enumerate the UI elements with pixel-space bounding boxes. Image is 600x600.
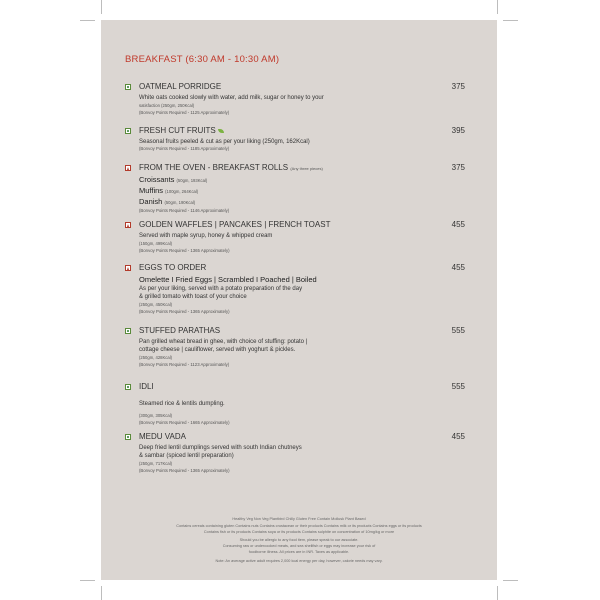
crop-mark: [503, 580, 518, 581]
item-price: 375: [451, 82, 465, 91]
item-description: (250gm, 450Kcal): [139, 302, 173, 307]
item-points: (Bonvoy Points Required - 1365 Approximately): [139, 248, 230, 253]
footer-note: Should you be allergic to any food item, please speak to our associate.: [239, 538, 359, 542]
item-name: OATMEAL PORRIDGE: [139, 82, 222, 91]
crop-mark: [80, 580, 95, 581]
item-price: 555: [451, 326, 465, 335]
item-points: (Bonvoy Points Required - 1365 Approximately): [139, 309, 230, 314]
plant-based-icon: [218, 129, 224, 133]
non-veg-icon: [125, 222, 131, 228]
menu-item: [125, 432, 465, 474]
item-name: FRESH CUT FRUITS: [139, 126, 224, 135]
menu-item: [125, 263, 465, 315]
item-price: 395: [451, 126, 465, 135]
item-points: (Bonvoy Points Required - 1125 Approximately): [139, 110, 230, 115]
item-price: 455: [451, 220, 465, 229]
veg-icon: [125, 128, 131, 134]
non-veg-icon: [125, 165, 131, 171]
sub-item: Omelette I Fried Eggs | Scrambled I Poached | Boiled: [139, 275, 317, 284]
section-title: BREAKFAST (6:30 AM - 10:30 AM): [125, 54, 280, 65]
sub-item: Muffins (100gm, 264Kcal): [139, 186, 199, 195]
menu-item: [125, 126, 465, 152]
item-description: (150gm, 499Kcal): [139, 241, 173, 246]
item-description: Pan grilled wheat bread in ghee, with choice of stuffing: potato |: [139, 339, 308, 345]
menu-item: [125, 326, 465, 368]
item-description: As per your liking, served with a potato preparation of the day: [139, 286, 303, 292]
item-description: & sambar (spiced lentil preparation): [139, 453, 234, 459]
item-price: 455: [451, 432, 465, 441]
item-description: Served with maple syrup, honey & whipped cream: [139, 233, 273, 239]
item-name: FROM THE OVEN - BREAKFAST ROLLS (Any three pieces): [139, 163, 323, 172]
item-description: Steamed rice & lentils dumpling.: [139, 401, 225, 407]
menu-page: [101, 20, 497, 580]
item-description: Seasonal fruits peeled & cut as per your liking (250gm, 162Kcal): [139, 139, 310, 145]
legend-line: Healthy Veg Non Veg Plantbird Chilly Gluten Free Contain Mollusk Plant Based: [232, 517, 366, 521]
item-description: White oats cooked slowly with water, add milk, sugar or honey to your: [139, 95, 324, 101]
crop-mark: [80, 20, 95, 21]
menu-item: [125, 382, 465, 426]
item-price: 555: [451, 382, 465, 391]
item-description: cottage cheese | cauliflower, served with yoghurt & pickles.: [139, 347, 296, 353]
item-name: MEDU VADA: [139, 432, 186, 441]
menu-item: [125, 163, 465, 214]
sub-item: Danish (50gm, 190Kcal): [139, 197, 196, 206]
item-description: (250gm, 717Kcal): [139, 461, 173, 466]
menu-item: [125, 82, 465, 116]
veg-icon: [125, 84, 131, 90]
menu-item: [125, 220, 465, 254]
item-description: satisfaction (250gm, 250Kcal): [139, 103, 195, 108]
footer-note: foodborne illness. All prices are in INR. Taxes as applicable.: [248, 550, 350, 554]
item-points: (Bonvoy Points Required - 1365 Approximately): [139, 468, 230, 473]
non-veg-icon: [125, 265, 131, 271]
item-points: (Bonvoy Points Required - 1665 Approximately): [139, 420, 230, 425]
footer-note: Consuming raw or undercooked meats, and sea shellfish or eggs may increase your risk of: [222, 544, 376, 548]
item-price: 455: [451, 263, 465, 272]
veg-icon: [125, 328, 131, 334]
veg-icon: [125, 384, 131, 390]
crop-mark: [101, 0, 102, 14]
item-name: IDLI: [139, 382, 154, 391]
crop-mark: [497, 0, 498, 14]
item-name: STUFFED PARATHAS: [139, 326, 221, 335]
item-description: (300gm, 305Kcal): [139, 413, 173, 418]
item-price: 375: [451, 163, 465, 172]
item-points: (Bonvoy Points Required - 1185 Approximately): [139, 146, 230, 151]
legend-line: Contains cereals containing gluten Contains nuts Contains crustacean or their products Contains milk or its products Contains eggs or its products: [176, 524, 422, 528]
sub-item: Croissants (50gm, 193Kcal): [139, 175, 208, 184]
item-description: Deep fried lentil dumplings served with south Indian chutneys: [139, 445, 302, 451]
item-description: (250gm, 428Kcal): [139, 355, 173, 360]
veg-icon: [125, 434, 131, 440]
crop-mark: [497, 586, 498, 600]
item-points: (Bonvoy Points Required - 1123 Approximately): [139, 362, 230, 367]
footer-note: Note: An average active adult requires 2,000 kcal energy per day, however, calorie needs may vary.: [215, 559, 383, 563]
item-name: GOLDEN WAFFLES | PANCAKES | FRENCH TOAST: [139, 220, 331, 229]
legend-line: Contains fish or its products Contains soya or its products Contains sulphite on concentration of 10mg/kg or more: [203, 530, 395, 534]
item-name: EGGS TO ORDER: [139, 263, 207, 272]
crop-mark: [101, 586, 102, 600]
item-points: (Bonvoy Points Required - 1146 Approximately): [139, 208, 230, 213]
crop-mark: [503, 20, 518, 21]
item-description: & grilled tomato with toast of your choice: [139, 294, 247, 300]
